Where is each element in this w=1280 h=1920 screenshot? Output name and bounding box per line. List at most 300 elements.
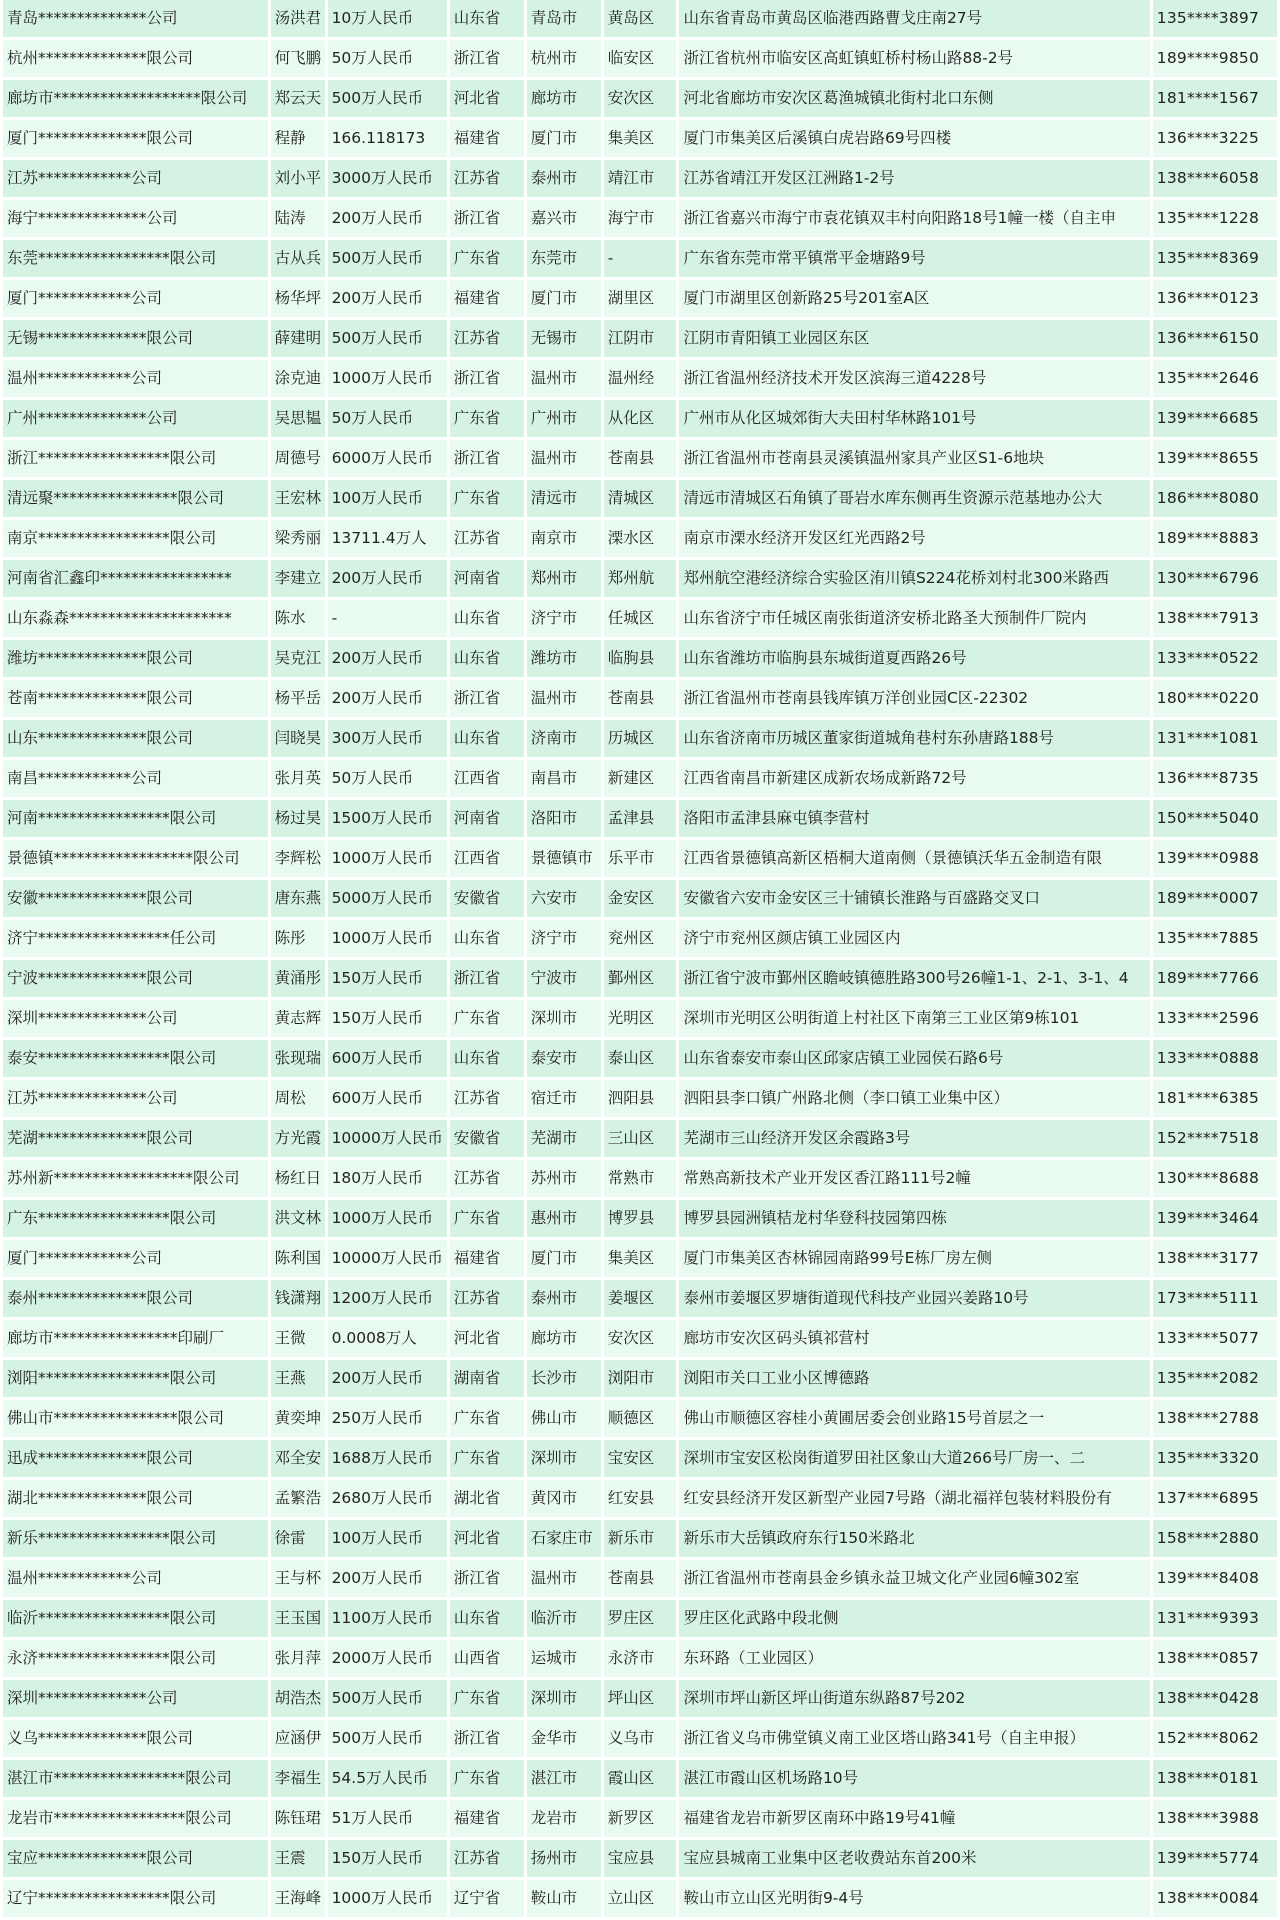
city-cell: 黄冈市 [527,1480,601,1517]
legal-person-cell: 张月英 [271,760,325,797]
address-cell: 清远市清城区石角镇了哥岩水库东侧再生资源示范基地办公大 [679,480,1149,517]
district-cell: 乐平市 [604,840,677,877]
province-cell: 江西省 [450,840,524,877]
city-cell: 厦门市 [527,280,601,317]
table-row [3,1560,1277,1597]
table-row [3,840,1277,877]
legal-person-cell: 周德号 [271,440,325,477]
table-row [3,800,1277,837]
table-row [3,600,1277,637]
district-cell: 新建区 [604,760,677,797]
phone-cell: 180****0220 [1153,680,1277,717]
legal-person-cell: 杨华坪 [271,280,325,317]
city-cell: 济宁市 [527,600,601,637]
phone-cell: 131****9393 [1153,1600,1277,1637]
city-cell: 佛山市 [527,1400,601,1437]
legal-person-cell: 吴思韫 [271,400,325,437]
phone-cell: 138****0857 [1153,1640,1277,1677]
legal-person-cell: 郑云天 [271,80,325,117]
address-cell: 厦门市集美区后溪镇白虎岩路69号四楼 [679,120,1149,157]
registered-capital-cell: 1000万人民币 [328,840,447,877]
district-cell: 苍南县 [604,440,677,477]
company-name-cell: 佛山市****************限公司 [3,1400,268,1437]
province-cell: 广东省 [450,1760,524,1797]
city-cell: 无锡市 [527,320,601,357]
address-cell: 博罗县园洲镇桔龙村华登科技园第四栋 [679,1200,1149,1237]
address-cell: 红安县经济开发区新型产业园7号路（湖北福祥包装材料股份有 [679,1480,1149,1517]
address-cell: 深圳市光明区公明街道上村社区下南第三工业区第9栋101 [679,1000,1149,1037]
city-cell: 金华市 [527,1720,601,1757]
address-cell: 南京市溧水经济开发区红光西路2号 [679,520,1149,557]
company-name-cell: 景德镇******************限公司 [3,840,268,877]
company-name-cell: 深圳**************公司 [3,1000,268,1037]
city-cell: 临沂市 [527,1600,601,1637]
address-cell: 芜湖市三山经济开发区余霞路3号 [679,1120,1149,1157]
address-cell: 浙江省杭州市临安区高虹镇虹桥村杨山路88-2号 [679,40,1149,77]
table-row [3,400,1277,437]
legal-person-cell: 胡浩杰 [271,1680,325,1717]
company-name-cell: 东莞*****************限公司 [3,240,268,277]
registered-capital-cell: 200万人民币 [328,1560,447,1597]
address-cell: 浙江省义乌市佛堂镇义南工业区塔山路341号（自主申报） [679,1720,1149,1757]
table-row [3,720,1277,757]
legal-person-cell: 王燕 [271,1360,325,1397]
table-row [3,1760,1277,1797]
address-cell: 湛江市霞山区机场路10号 [679,1760,1149,1797]
legal-person-cell: 黄奕坤 [271,1400,325,1437]
address-cell: 广东省东莞市常平镇常平金塘路9号 [679,240,1149,277]
city-cell: 深圳市 [527,1000,601,1037]
company-name-cell: 江苏************公司 [3,160,268,197]
district-cell: 任城区 [604,600,677,637]
registered-capital-cell: 200万人民币 [328,680,447,717]
address-cell: 浙江省嘉兴市海宁市袁花镇双丰村向阳路18号1幢一楼（自主申 [679,200,1149,237]
phone-cell: 136****0123 [1153,280,1277,317]
district-cell: 宝应县 [604,1840,677,1877]
legal-person-cell: 方光霞 [271,1120,325,1157]
registered-capital-cell: 1500万人民币 [328,800,447,837]
address-cell: 佛山市顺德区容桂小黄圃居委会创业路15号首层之一 [679,1400,1149,1437]
city-cell: 苏州市 [527,1160,601,1197]
registered-capital-cell: 50万人民币 [328,400,447,437]
district-cell: 宝安区 [604,1440,677,1477]
phone-cell: 189****8883 [1153,520,1277,557]
province-cell: 福建省 [450,1240,524,1277]
company-name-cell: 泰安*****************限公司 [3,1040,268,1077]
address-cell: 洛阳市孟津县麻屯镇李营村 [679,800,1149,837]
city-cell: 温州市 [527,440,601,477]
address-cell: 浙江省温州经济技术开发区滨海三道4228号 [679,360,1149,397]
company-name-cell: 山东淼森********************* [3,600,268,637]
table-row [3,920,1277,957]
registered-capital-cell: 54.5万人民币 [328,1760,447,1797]
company-name-cell: 新乐*****************限公司 [3,1520,268,1557]
legal-person-cell: 张月萍 [271,1640,325,1677]
province-cell: 河北省 [450,1320,524,1357]
phone-cell: 181****1567 [1153,80,1277,117]
table-row [3,1240,1277,1277]
legal-person-cell: 薛建明 [271,320,325,357]
province-cell: 湖北省 [450,1480,524,1517]
province-cell: 江苏省 [450,1840,524,1877]
legal-person-cell: 周松 [271,1080,325,1117]
registered-capital-cell: 1000万人民币 [328,360,447,397]
phone-cell: 136****6150 [1153,320,1277,357]
district-cell: 苍南县 [604,680,677,717]
legal-person-cell: 王与杯 [271,1560,325,1597]
province-cell: 江西省 [450,760,524,797]
phone-cell: 138****3177 [1153,1240,1277,1277]
table-row [3,160,1277,197]
address-cell: 厦门市湖里区创新路25号201室A区 [679,280,1149,317]
province-cell: 安徽省 [450,1120,524,1157]
address-cell: 江阴市青阳镇工业园区东区 [679,320,1149,357]
registered-capital-cell: 200万人民币 [328,560,447,597]
company-name-cell: 海宁**************公司 [3,200,268,237]
registered-capital-cell: 1688万人民币 [328,1440,447,1477]
table-row [3,1600,1277,1637]
province-cell: 河南省 [450,800,524,837]
city-cell: 龙岩市 [527,1800,601,1837]
company-name-cell: 清远聚****************限公司 [3,480,268,517]
address-cell: 江西省南昌市新建区成新农场成新路72号 [679,760,1149,797]
province-cell: 广东省 [450,1680,524,1717]
table-row [3,1640,1277,1677]
city-cell: 温州市 [527,1560,601,1597]
province-cell: 山东省 [450,640,524,677]
table-body [3,0,1277,1917]
city-cell: 泰州市 [527,1280,601,1317]
company-name-cell: 南京*****************限公司 [3,520,268,557]
registered-capital-cell: 6000万人民币 [328,440,447,477]
province-cell: 河北省 [450,1520,524,1557]
legal-person-cell: 王震 [271,1840,325,1877]
registered-capital-cell: 100万人民币 [328,480,447,517]
company-name-cell: 浏阳*****************限公司 [3,1360,268,1397]
legal-person-cell: 王微 [271,1320,325,1357]
table-row [3,320,1277,357]
province-cell: 山东省 [450,720,524,757]
legal-person-cell: 陈水 [271,600,325,637]
registered-capital-cell: 150万人民币 [328,960,447,997]
company-name-cell: 南昌************公司 [3,760,268,797]
district-cell: 湖里区 [604,280,677,317]
province-cell: 山东省 [450,0,524,37]
legal-person-cell: 陈钰珺 [271,1800,325,1837]
province-cell: 山东省 [450,600,524,637]
city-cell: 六安市 [527,880,601,917]
district-cell: 靖江市 [604,160,677,197]
table-row [3,1000,1277,1037]
phone-cell: 189****0007 [1153,880,1277,917]
address-cell: 廊坊市安次区码头镇祁营村 [679,1320,1149,1357]
district-cell: 鄞州区 [604,960,677,997]
phone-cell: 135****3897 [1153,0,1277,37]
registered-capital-cell: 1000万人民币 [328,1880,447,1917]
legal-person-cell: 程静 [271,120,325,157]
phone-cell: 133****0888 [1153,1040,1277,1077]
city-cell: 杭州市 [527,40,601,77]
phone-cell: 138****6058 [1153,160,1277,197]
phone-cell: 130****6796 [1153,560,1277,597]
table-row [3,1800,1277,1837]
phone-cell: 139****6685 [1153,400,1277,437]
phone-cell: 150****5040 [1153,800,1277,837]
district-cell: 三山区 [604,1120,677,1157]
phone-cell: 133****0522 [1153,640,1277,677]
legal-person-cell: 古从兵 [271,240,325,277]
phone-cell: 135****3320 [1153,1440,1277,1477]
address-cell: 福建省龙岩市新罗区南环中路19号41幢 [679,1800,1149,1837]
address-cell: 宝应县城南工业集中区老收费站东首200米 [679,1840,1149,1877]
district-cell: 郑州航 [604,560,677,597]
phone-cell: 136****8735 [1153,760,1277,797]
registered-capital-cell: 10万人民币 [328,0,447,37]
phone-cell: 131****1081 [1153,720,1277,757]
registered-capital-cell: 100万人民币 [328,1520,447,1557]
city-cell: 泰州市 [527,160,601,197]
legal-person-cell: 陆涛 [271,200,325,237]
registered-capital-cell: 10000万人民币 [328,1120,447,1157]
table-row [3,640,1277,677]
address-cell: 江苏省靖江开发区江洲路1-2号 [679,160,1149,197]
city-cell: 济宁市 [527,920,601,957]
city-cell: 东莞市 [527,240,601,277]
table-row [3,480,1277,517]
district-cell: 孟津县 [604,800,677,837]
legal-person-cell: 杨平岳 [271,680,325,717]
legal-person-cell: 涂克迪 [271,360,325,397]
address-cell: 罗庄区化武路中段北侧 [679,1600,1149,1637]
legal-person-cell: 黄涌彤 [271,960,325,997]
table-row [3,560,1277,597]
company-name-cell: 浙江*****************限公司 [3,440,268,477]
legal-person-cell: 洪文林 [271,1200,325,1237]
company-name-cell: 杭州**************限公司 [3,40,268,77]
district-cell: 黄岛区 [604,0,677,37]
address-cell: 山东省潍坊市临朐县东城街道夏西路26号 [679,640,1149,677]
province-cell: 江苏省 [450,1160,524,1197]
table-row [3,1280,1277,1317]
table-row [3,1840,1277,1877]
phone-cell: 189****7766 [1153,960,1277,997]
address-cell: 河北省廊坊市安次区葛渔城镇北街村北口东侧 [679,80,1149,117]
district-cell: 红安县 [604,1480,677,1517]
address-cell: 浙江省温州市苍南县灵溪镇温州家具产业区S1-6地块 [679,440,1149,477]
province-cell: 广东省 [450,480,524,517]
district-cell: 海宁市 [604,200,677,237]
company-name-cell: 厦门************公司 [3,1240,268,1277]
legal-person-cell: 李福生 [271,1760,325,1797]
address-cell: 安徽省六安市金安区三十铺镇长淮路与百盛路交叉口 [679,880,1149,917]
company-name-cell: 永济*****************限公司 [3,1640,268,1677]
company-name-cell: 江苏**************公司 [3,1080,268,1117]
district-cell: 溧水区 [604,520,677,557]
city-cell: 扬州市 [527,1840,601,1877]
registered-capital-cell: 50万人民币 [328,40,447,77]
legal-person-cell: 李辉松 [271,840,325,877]
province-cell: 广东省 [450,1400,524,1437]
table-row [3,360,1277,397]
legal-person-cell: 陈彤 [271,920,325,957]
legal-person-cell: 黄志辉 [271,1000,325,1037]
city-cell: 运城市 [527,1640,601,1677]
registered-capital-cell: 2000万人民币 [328,1640,447,1677]
phone-cell: 139****8655 [1153,440,1277,477]
phone-cell: 135****2082 [1153,1360,1277,1397]
company-name-cell: 河南省汇鑫印***************** [3,560,268,597]
address-cell: 浙江省温州市苍南县钱库镇万洋创业园C区-22302 [679,680,1149,717]
address-cell: 济宁市兖州区颜店镇工业园区内 [679,920,1149,957]
table-row [3,520,1277,557]
phone-cell: 130****8688 [1153,1160,1277,1197]
legal-person-cell: 钱潇翔 [271,1280,325,1317]
district-cell: 临安区 [604,40,677,77]
registered-capital-cell: 150万人民币 [328,1000,447,1037]
phone-cell: 138****0084 [1153,1880,1277,1917]
province-cell: 广东省 [450,240,524,277]
table-row [3,1400,1277,1437]
legal-person-cell: 闫晓昊 [271,720,325,757]
registered-capital-cell: 0.0008万人 [328,1320,447,1357]
legal-person-cell: 邓全安 [271,1440,325,1477]
phone-cell: 138****0428 [1153,1680,1277,1717]
address-cell: 山东省济南市历城区董家街道城角巷村东孙唐路188号 [679,720,1149,757]
company-name-cell: 济宁*****************任公司 [3,920,268,957]
province-cell: 广东省 [450,400,524,437]
registered-capital-cell: 500万人民币 [328,240,447,277]
province-cell: 江苏省 [450,320,524,357]
registered-capital-cell: 3000万人民币 [328,160,447,197]
phone-cell: 138****0181 [1153,1760,1277,1797]
table-row [3,1880,1277,1917]
company-name-cell: 义乌**************限公司 [3,1720,268,1757]
city-cell: 宁波市 [527,960,601,997]
legal-person-cell: 梁秀丽 [271,520,325,557]
registered-capital-cell: 51万人民币 [328,1800,447,1837]
district-cell: 博罗县 [604,1200,677,1237]
district-cell: 新乐市 [604,1520,677,1557]
district-cell: 泗阳县 [604,1080,677,1117]
company-name-cell: 广东*****************限公司 [3,1200,268,1237]
company-name-cell: 安徽**************限公司 [3,880,268,917]
registered-capital-cell: 150万人民币 [328,1840,447,1877]
address-cell: 厦门市集美区杏林锦园南路99号E栋厂房左侧 [679,1240,1149,1277]
registered-capital-cell: 2680万人民币 [328,1480,447,1517]
address-cell: 浙江省温州市苍南县金乡镇永益卫城文化产业园6幢302室 [679,1560,1149,1597]
district-cell: 立山区 [604,1880,677,1917]
company-name-cell: 温州************公司 [3,360,268,397]
province-cell: 河南省 [450,560,524,597]
district-cell: 温州经 [604,360,677,397]
province-cell: 湖南省 [450,1360,524,1397]
company-name-cell: 深圳**************公司 [3,1680,268,1717]
company-name-cell: 山东**************限公司 [3,720,268,757]
province-cell: 江苏省 [450,160,524,197]
city-cell: 泰安市 [527,1040,601,1077]
province-cell: 广东省 [450,1200,524,1237]
province-cell: 浙江省 [450,440,524,477]
province-cell: 浙江省 [450,960,524,997]
table-row [3,120,1277,157]
registered-capital-cell: 1100万人民币 [328,1600,447,1637]
province-cell: 浙江省 [450,40,524,77]
address-cell: 山东省济宁市任城区南张街道济安桥北路圣大预制件厂院内 [679,600,1149,637]
province-cell: 江苏省 [450,1080,524,1117]
city-cell: 温州市 [527,360,601,397]
registered-capital-cell: 500万人民币 [328,1680,447,1717]
table-row [3,1520,1277,1557]
district-cell: - [604,240,677,277]
city-cell: 芜湖市 [527,1120,601,1157]
phone-cell: 135****1228 [1153,200,1277,237]
phone-cell: 173****5111 [1153,1280,1277,1317]
company-name-cell: 临沂*****************限公司 [3,1600,268,1637]
address-cell: 常熟高新技术产业开发区香江路111号2幢 [679,1160,1149,1197]
address-cell: 泰州市姜堰区罗塘街道现代科技产业园兴姜路10号 [679,1280,1149,1317]
company-name-cell: 芜湖**************限公司 [3,1120,268,1157]
district-cell: 金安区 [604,880,677,917]
address-cell: 山东省青岛市黄岛区临港西路曹戈庄南27号 [679,0,1149,37]
registered-capital-cell: 250万人民币 [328,1400,447,1437]
table-row [3,1080,1277,1117]
province-cell: 福建省 [450,280,524,317]
table-row [3,1320,1277,1357]
province-cell: 浙江省 [450,1720,524,1757]
district-cell: 安次区 [604,80,677,117]
district-cell: 常熟市 [604,1160,677,1197]
registered-capital-cell: 500万人民币 [328,320,447,357]
phone-cell: 152****7518 [1153,1120,1277,1157]
district-cell: 姜堰区 [604,1280,677,1317]
city-cell: 廊坊市 [527,1320,601,1357]
city-cell: 鞍山市 [527,1880,601,1917]
table-row [3,880,1277,917]
table-row [3,1480,1277,1517]
province-cell: 浙江省 [450,360,524,397]
company-name-cell: 河南*****************限公司 [3,800,268,837]
phone-cell: 135****2646 [1153,360,1277,397]
phone-cell: 139****5774 [1153,1840,1277,1877]
city-cell: 广州市 [527,400,601,437]
province-cell: 江苏省 [450,1280,524,1317]
city-cell: 惠州市 [527,1200,601,1237]
company-name-cell: 苏州新******************限公司 [3,1160,268,1197]
province-cell: 河北省 [450,80,524,117]
phone-cell: 138****3988 [1153,1800,1277,1837]
city-cell: 南昌市 [527,760,601,797]
city-cell: 深圳市 [527,1680,601,1717]
district-cell: 集美区 [604,120,677,157]
table-row [3,1040,1277,1077]
company-name-cell: 泰州**************限公司 [3,1280,268,1317]
address-cell: 深圳市坪山新区坪山街道东纵路87号202 [679,1680,1149,1717]
legal-person-cell: 吴克江 [271,640,325,677]
district-cell: 顺德区 [604,1400,677,1437]
company-name-cell: 青岛**************公司 [3,0,268,37]
city-cell: 湛江市 [527,1760,601,1797]
company-name-cell: 温州************公司 [3,1560,268,1597]
registered-capital-cell: 10000万人民币 [328,1240,447,1277]
city-cell: 清远市 [527,480,601,517]
district-cell: 光明区 [604,1000,677,1037]
city-cell: 青岛市 [527,0,601,37]
province-cell: 山东省 [450,1600,524,1637]
registered-capital-cell: 50万人民币 [328,760,447,797]
province-cell: 辽宁省 [450,1880,524,1917]
table-row [3,1160,1277,1197]
district-cell: 清城区 [604,480,677,517]
